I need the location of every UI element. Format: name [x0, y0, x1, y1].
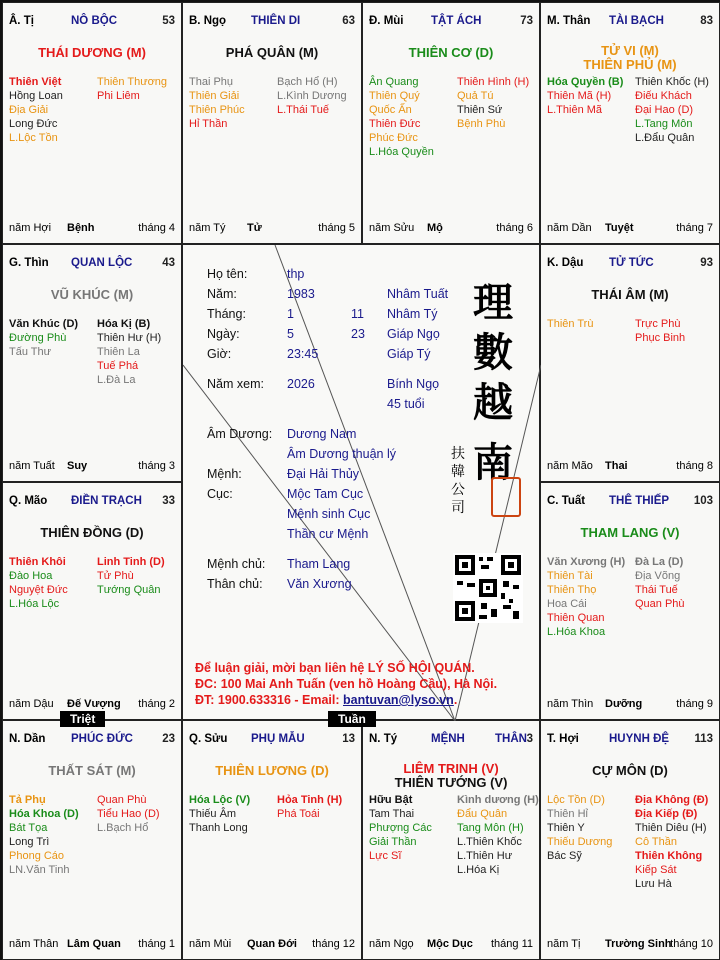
footer-year: năm Mùi: [189, 938, 232, 950]
label-ho-ten: Họ tên:: [207, 267, 248, 281]
star-item: Đà La (D): [635, 556, 684, 568]
palace-tuat[interactable]: [540, 482, 720, 720]
footer-year: năm Mão: [547, 460, 593, 472]
palace-position: T. Hợi: [547, 733, 579, 745]
palace-dau[interactable]: [540, 244, 720, 482]
footer-stage: Trường Sinh: [605, 938, 672, 950]
star-item: Phi Liêm: [97, 90, 140, 102]
calligraphy-char-2: 數: [473, 329, 513, 376]
value-thang: 1: [287, 307, 294, 321]
star-item: Thiên Khốc (H): [635, 76, 709, 88]
palace-extra: THÂN: [495, 733, 527, 745]
star-item: Thiếu Âm: [189, 808, 237, 820]
star-item: Thiên Việt: [9, 76, 62, 88]
star-column-right: [97, 555, 182, 597]
footer-year: năm Thìn: [547, 698, 594, 710]
star-item: Bạch Hổ (H): [277, 76, 338, 88]
value-ho-ten: thp: [287, 267, 305, 281]
value-menh-chu: Tham Lang: [287, 557, 351, 571]
star-item: Hóa Khoa (D): [9, 808, 79, 820]
star-column-left: [369, 793, 459, 863]
star-item: Phong Cáo: [9, 850, 65, 862]
footer-month: tháng 10: [670, 938, 713, 950]
palace-number: 113: [694, 733, 713, 745]
footer-stage: Tuyệt: [605, 222, 634, 234]
star-item: Tiểu Hao (D): [97, 808, 160, 820]
footer-year: năm Ngọ: [369, 938, 414, 950]
palace-number: 93: [700, 257, 713, 269]
main-star: THIÊN CƠ (D): [408, 45, 494, 60]
value-cuc-3: Thần cư Mệnh: [287, 527, 369, 541]
star-item: Linh Tinh (D): [97, 556, 165, 568]
star-column-right: [635, 317, 720, 345]
star-column-left: [9, 555, 99, 611]
star-item: L.Tang Môn: [635, 118, 693, 130]
star-item: L.Lộc Tồn: [9, 132, 58, 144]
palace-footer: [369, 938, 533, 951]
palace-number: 23: [162, 733, 175, 745]
main-star: THẤT SÁT (M): [48, 763, 136, 778]
star-item: LN.Văn Tinh: [9, 864, 70, 876]
star-item: Long Đức: [9, 118, 58, 130]
star-item: Tướng Quân: [97, 584, 161, 596]
main-star: THAM LANG (V): [580, 525, 680, 540]
label-menh: Mệnh:: [207, 467, 242, 481]
star-item: Quan Phù: [97, 794, 147, 806]
label-gio: Giờ:: [207, 347, 232, 361]
star-item: Lực Sĩ: [369, 850, 402, 862]
palace-header: [189, 15, 355, 29]
star-item: Thiên Hư (H): [97, 332, 162, 344]
star-item: Thiên Quý: [369, 90, 420, 102]
star-item: Đường Phù: [9, 332, 67, 344]
star-item: Cô Thần: [635, 836, 677, 848]
footer-stage: Mộc Dục: [427, 938, 473, 950]
star-item: Hồng Loan: [9, 90, 63, 102]
palace-number: 73: [520, 15, 533, 27]
value-than-chu: Văn Xương: [287, 577, 352, 591]
center-info-panel: [182, 244, 540, 720]
red-seal-icon: [491, 477, 521, 517]
star-column-right: [97, 317, 182, 387]
footer-month: tháng 3: [138, 460, 175, 472]
main-star: THÁI ÂM (M): [591, 287, 669, 302]
main-star-2: THIÊN TƯỚNG (V): [394, 775, 508, 790]
star-item: Thiên Giải: [189, 90, 240, 102]
main-star: THIÊN LƯƠNG (D): [215, 763, 329, 778]
star-item: L.Thái Tuế: [277, 104, 329, 116]
palace-ti[interactable]: [2, 2, 182, 244]
value-nam-xem: 2026: [287, 377, 315, 391]
label-nam: Năm:: [207, 287, 237, 301]
main-star: CỰ MÔN (D): [592, 763, 668, 778]
star-item: Đào Hoa: [9, 570, 53, 582]
can-gio: Giáp Tý: [387, 347, 431, 361]
star-column-left: [547, 75, 637, 117]
star-item: Kình dương (H): [457, 794, 539, 806]
star-item: Thiên Phúc: [189, 104, 245, 116]
palace-footer: [547, 938, 713, 951]
palace-number: 53: [162, 15, 175, 27]
label-than-chu: Thân chủ:: [207, 577, 263, 591]
star-item: Thiên Y: [547, 822, 585, 834]
star-item: Thiên Quan: [547, 612, 605, 624]
palace-header: [9, 257, 175, 271]
palace-position: N. Dần: [9, 733, 46, 745]
value-menh: Đại Hải Thủy: [287, 467, 360, 481]
star-item: Lộc Tồn (D): [547, 794, 605, 806]
palace-number: 33: [162, 495, 175, 507]
calligraphy-char-3: 越: [473, 379, 513, 426]
contact-email-link[interactable]: bantuvan@lyso.vn: [343, 693, 454, 707]
calligraphy-signature: 扶 韓 公 司: [451, 446, 465, 516]
label-ngay: Ngày:: [207, 327, 240, 341]
star-item: Thiên Thương: [97, 76, 168, 88]
star-item: Thanh Long: [189, 822, 248, 834]
palace-number: 63: [342, 15, 355, 27]
palace-footer: [9, 698, 175, 711]
star-column-right: [457, 793, 540, 877]
star-item: Trực Phù: [635, 318, 681, 330]
can-thang: Nhâm Tý: [387, 307, 438, 321]
palace-name: MỆNH: [431, 733, 465, 745]
palace-name: PHÚC ĐỨC: [71, 733, 133, 745]
palace-position: Q. Sửu: [189, 733, 228, 745]
palace-number: 13: [342, 733, 355, 745]
footer-month: tháng 1: [138, 938, 175, 950]
star-item: Thiếu Dương: [547, 836, 613, 848]
palace-name: TỬ TỨC: [609, 257, 654, 269]
contact-phone: ĐT: 1900.633316 - Email:: [195, 693, 343, 707]
footer-month: tháng 7: [676, 222, 713, 234]
palace-position: N. Tý: [369, 733, 398, 745]
palace-header: [547, 15, 713, 29]
tag-triet: Triệt: [60, 711, 105, 727]
footer-stage: Dưỡng: [605, 698, 643, 710]
label-nam-xem: Năm xem:: [207, 377, 264, 391]
palace-name: ĐIỀN TRẠCH: [71, 495, 142, 507]
star-item: Thai Phụ: [189, 76, 234, 88]
palace-dan[interactable]: [2, 720, 182, 960]
footer-stage: Tử: [247, 222, 262, 234]
star-column-right: [457, 75, 540, 131]
palace-footer: [9, 938, 175, 951]
palace-position: B. Ngọ: [189, 15, 227, 27]
star-column-left: [189, 75, 279, 131]
label-thang: Tháng:: [207, 307, 246, 321]
label-menh-chu: Mệnh chủ:: [207, 557, 266, 571]
star-item: Long Trì: [9, 836, 50, 848]
footer-year: năm Tị: [547, 938, 581, 950]
main-star: THÁI DƯƠNG (M): [38, 45, 146, 60]
palace-header: [369, 733, 533, 747]
star-item: Thiên Khôi: [9, 556, 66, 568]
star-column-left: [547, 555, 637, 639]
palace-name: PHỤ MẪU: [251, 733, 305, 745]
footer-year: năm Dậu: [9, 698, 54, 710]
palace-name: HUYNH ĐỆ: [609, 733, 670, 745]
star-column-right: [635, 75, 720, 145]
main-star: TỬ VI (M): [601, 43, 659, 58]
palace-than[interactable]: [540, 2, 720, 244]
star-item: Thái Tuế: [635, 584, 678, 596]
palace-footer: [189, 222, 355, 235]
star-item: Nguyệt Đức: [9, 584, 68, 596]
star-item: Điếu Khách: [635, 90, 692, 102]
star-item: Phục Binh: [635, 332, 686, 344]
star-item: Hỏa Tinh (H): [277, 794, 343, 806]
palace-hoi[interactable]: [540, 720, 720, 960]
palace-position: K. Dậu: [547, 257, 584, 269]
star-item: Hóa Kị (B): [97, 318, 151, 330]
palace-mui[interactable]: [362, 2, 540, 244]
value-am-duong-2: Âm Dương thuận lý: [287, 447, 396, 461]
star-item: Tử Phù: [97, 570, 134, 582]
footer-stage: Thai: [605, 460, 628, 472]
star-column-right: [97, 793, 182, 835]
footer-stage: Bệnh: [67, 222, 95, 234]
star-item: Văn Xương (H): [547, 556, 626, 568]
palace-position: Q. Mão: [9, 495, 48, 507]
star-item: Tuế Phá: [97, 360, 139, 372]
star-item: Tả Phụ: [9, 794, 46, 806]
star-column-right: [97, 75, 182, 103]
palace-position: G. Thìn: [9, 257, 49, 269]
star-item: Thiên Hỉ: [547, 808, 588, 820]
palace-header: [547, 495, 713, 509]
star-item: Kiếp Sát: [635, 864, 677, 876]
star-item: L.Thiên Hư: [457, 850, 513, 862]
footer-month: tháng 6: [496, 222, 533, 234]
star-item: Thiên La: [97, 346, 140, 358]
star-item: Địa Võng: [635, 570, 681, 582]
star-item: Tang Môn (H): [457, 822, 524, 834]
star-column-left: [547, 317, 637, 331]
footer-month: tháng 11: [490, 938, 533, 950]
contact-line-1: Để luận giải, mời bạn liên hệ LÝ SỐ HỘI QUÁN.: [195, 661, 475, 675]
palace-footer: [189, 938, 355, 951]
palace-position: C. Tuất: [547, 495, 586, 507]
main-star-2: THIÊN PHỦ (M): [583, 57, 677, 72]
palace-position: Đ. Mùi: [369, 15, 404, 27]
label-cuc: Cục:: [207, 487, 233, 501]
star-item: Thiên Hình (H): [457, 76, 530, 88]
star-item: Giải Thần: [369, 836, 417, 848]
footer-stage: Mộ: [427, 222, 443, 234]
star-item: Thiên Mã (H): [547, 90, 612, 102]
main-star: LIÊM TRINH (V): [403, 761, 499, 776]
palace-position: M. Thân: [547, 15, 591, 27]
palace-footer: [9, 222, 175, 235]
main-star: VŨ KHÚC (M): [50, 287, 134, 302]
palace-footer: [547, 460, 713, 473]
palace-footer: [547, 698, 713, 711]
star-item: Hoa Cái: [547, 598, 587, 610]
star-item: Địa Kiếp (Đ): [635, 808, 698, 820]
palace-name: TÀI BẠCH: [609, 15, 664, 27]
footer-stage: Quan Đới: [247, 938, 297, 950]
main-star: THIÊN ĐỒNG (D): [40, 525, 144, 540]
footer-year: năm Tuất: [9, 460, 55, 472]
star-item: Thiên Thọ: [547, 584, 597, 596]
footer-year: năm Sửu: [369, 222, 415, 234]
label-am-duong: Âm Dương:: [207, 427, 273, 441]
footer-year: năm Dần: [547, 222, 592, 234]
palace-footer: [547, 222, 713, 235]
star-item: Thiên Sứ: [457, 104, 503, 116]
star-item: Đẩu Quân: [457, 808, 508, 820]
star-item: Thiên Đức: [369, 118, 421, 130]
star-item: Thiên Tài: [547, 570, 593, 582]
star-item: Ân Quang: [369, 76, 419, 88]
star-item: L.Đẩu Quân: [635, 132, 695, 144]
palace-name: NÔ BỘC: [71, 15, 117, 27]
palace-name: TẬT ÁCH: [431, 15, 482, 27]
footer-year: năm Thân: [9, 938, 59, 950]
star-item: Văn Khúc (D): [9, 318, 79, 330]
value-cuc: Mộc Tam Cục: [287, 487, 364, 501]
footer-month: tháng 9: [676, 698, 713, 710]
star-item: Lưu Hà: [635, 878, 672, 890]
star-item: Tam Thai: [369, 808, 415, 820]
star-column-left: [9, 75, 99, 145]
value-ngay: 5: [287, 327, 294, 341]
star-item: L.Kình Dương: [277, 90, 347, 102]
tag-tuan: Tuần: [328, 711, 376, 727]
star-column-left: [189, 793, 279, 835]
star-column-right: [635, 555, 720, 611]
value-ngay-lunar: 23: [351, 327, 365, 341]
palace-name: QUAN LỘC: [71, 257, 133, 269]
star-item: L.Thiên Mã: [547, 104, 603, 116]
star-item: Thiên Trù: [547, 318, 594, 330]
star-item: L.Hóa Khoa: [547, 626, 606, 638]
star-item: Quả Tú: [457, 90, 494, 102]
star-item: Phá Toái: [277, 808, 320, 820]
star-column-left: [547, 793, 637, 863]
footer-stage: Suy: [67, 460, 88, 472]
star-item: L.Hóa Quyền: [369, 146, 434, 158]
footer-year: năm Hợi: [9, 222, 52, 234]
palace-header: [547, 733, 713, 747]
star-item: Hóa Lộc (V): [189, 794, 251, 806]
qr-code-icon[interactable]: [453, 553, 523, 623]
star-item: Hóa Quyền (B): [547, 76, 624, 88]
contact-line-3-end: .: [453, 693, 458, 707]
star-item: Bác Sỹ: [547, 850, 582, 862]
star-column-left: [9, 793, 99, 877]
palace-suu[interactable]: [182, 720, 362, 960]
palace-footer: [9, 460, 175, 473]
value-tuoi: 45 tuổi: [387, 397, 425, 411]
star-item: L.Thiên Khốc: [457, 836, 522, 848]
star-item: Bệnh Phù: [457, 118, 506, 130]
footer-month: tháng 2: [138, 698, 175, 710]
palace-number: 83: [700, 15, 713, 27]
contact-line-3: [195, 693, 457, 707]
palace-name: THIÊN DI: [251, 15, 301, 27]
main-star: PHÁ QUÂN (M): [225, 45, 319, 60]
star-item: Phượng Các: [369, 822, 432, 834]
palace-header: [9, 15, 175, 29]
value-am-duong: Dương Nam: [287, 427, 357, 441]
star-item: Bát Tọa: [9, 822, 48, 834]
star-item: L.Hóa Lộc: [9, 598, 60, 610]
calligraphy-char-1: 理: [473, 279, 513, 326]
palace-header: [9, 733, 175, 747]
footer-month: tháng 12: [312, 938, 355, 950]
palace-footer: [369, 222, 533, 235]
star-item: L.Hóa Kị: [457, 864, 500, 876]
palace-mao[interactable]: [2, 482, 182, 720]
can-ngay: Giáp Ngọ: [387, 327, 440, 341]
footer-stage: Lâm Quan: [67, 938, 121, 950]
palace-thin[interactable]: [2, 244, 182, 482]
value-gio: 23:45: [287, 347, 319, 361]
star-item: Phúc Đức: [369, 132, 418, 144]
star-item: Hữu Bật: [369, 794, 413, 806]
can-nam: Nhâm Tuất: [387, 287, 449, 301]
star-item: Đại Hao (D): [635, 104, 694, 116]
star-column-left: [9, 317, 99, 359]
palace-number: 3: [526, 733, 533, 745]
star-item: Thiên Không: [635, 850, 703, 862]
palace-ngo[interactable]: [182, 2, 362, 244]
calligraphy-char-4: 南: [473, 439, 513, 486]
contact-line-2: ĐC: 100 Mai Anh Tuấn (ven hồ Hoàng Cầu), Hà Nội.: [195, 677, 498, 691]
star-item: Quan Phù: [635, 598, 685, 610]
star-column-right: [635, 793, 720, 891]
footer-month: tháng 8: [676, 460, 713, 472]
star-item: Địa Không (Đ): [635, 794, 709, 806]
star-item: Hỉ Thần: [189, 118, 228, 130]
footer-month: tháng 5: [318, 222, 355, 234]
star-item: L.Đà La: [97, 374, 136, 386]
star-item: Thiên Diêu (H): [635, 822, 707, 834]
palace-header: [9, 495, 175, 509]
value-thang-lunar: 11: [351, 307, 364, 321]
palace-name: THÊ THIẾP: [609, 495, 670, 507]
footer-month: tháng 4: [138, 222, 175, 234]
palace-header: [189, 733, 355, 747]
star-column-right: [277, 75, 362, 117]
footer-stage: Đế Vượng: [67, 698, 121, 710]
star-item: Địa Giải: [9, 104, 49, 116]
star-item: Tấu Thư: [9, 346, 52, 358]
value-cuc-2: Mệnh sinh Cục: [287, 507, 371, 521]
palace-header: [547, 257, 713, 271]
star-item: L.Bạch Hổ: [97, 822, 149, 834]
palace-ty[interactable]: [362, 720, 540, 960]
value-nam: 1983: [287, 287, 315, 301]
palace-position: Â. Tị: [9, 15, 34, 27]
star-column-right: [277, 793, 362, 821]
star-item: Quốc Ấn: [369, 104, 412, 116]
palace-number: 43: [162, 257, 175, 269]
footer-year: năm Tý: [189, 222, 226, 234]
palace-header: [369, 15, 533, 29]
can-nam-xem: Bính Ngọ: [387, 377, 440, 391]
star-column-left: [369, 75, 459, 159]
palace-number: 103: [693, 495, 713, 507]
